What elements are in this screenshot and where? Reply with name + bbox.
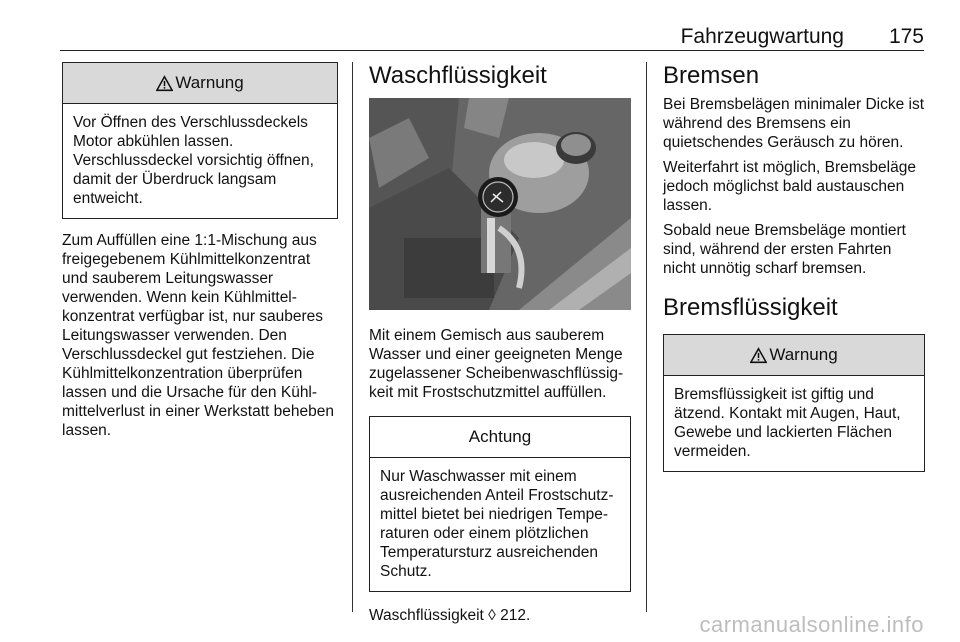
washer-reservoir-photo [369, 98, 631, 310]
page-number: 175 [888, 25, 924, 48]
coolant-instructions: Zum Auffüllen eine 1:1-Mischung aus freigegebenem Kühlmittelkonzentrat und sauberem Leitungswasser verwenden. Wenn kein Kühlmittelkonzentrat verfügbar ist, nur sauberes Leitungswasser verwenden. Den Verschlussdeckel gut festziehen. Die Kühlmittelkonzentration überprüfen lassen und die Ursache für den Kühlmittelverlust in einer Werkstatt beheben lassen. [62, 232, 334, 439]
warning-text: Vor Öffnen des Verschlussdeckels Motor abkühlen lassen. Verschlussdeckel vorsichtig öffnen, damit der Überdruck langsam entweicht. [73, 114, 314, 207]
brake-fluid-warning-text: Bremsflüssigkeit ist giftig und ätzend. Kontakt mit Augen, Haut, Gewebe und lackierten Flächen vermeiden. [674, 386, 901, 460]
washer-fluid-heading: Waschflüssigkeit [369, 62, 547, 89]
warning-triangle-icon [750, 347, 767, 364]
brake-fluid-warning-box [663, 334, 925, 472]
page-header [60, 22, 924, 52]
column-2 [369, 62, 631, 625]
notice-title: Achtung [468, 427, 532, 446]
notice-header [370, 417, 630, 458]
washer-fluid-text: Mit einem Gemisch aus sauberem Wasser und einer geeigneten Menge zugelassener Scheibenwaschflüssigkeit mit Frostschutzmittel auffüllen. [369, 327, 624, 401]
notice-box [369, 416, 631, 592]
watermark: carmanualsonline.info [699, 612, 924, 637]
notice-text: Nur Waschwasser mit einem ausreichenden Anteil Frostschutzmittel bietet bei niedrigen Temperaturen oder einem plötzlichen Temperatursturz ausreichenden Schutz. [380, 468, 614, 580]
column-1 [62, 62, 338, 440]
brake-fluid-warning-header [664, 335, 924, 376]
section-title: Fahrzeugwartung [680, 25, 844, 48]
column-divider [646, 62, 647, 612]
washer-fluid-reference-link[interactable]: Waschflüssigkeit ◊ 212. [369, 607, 531, 624]
warning-box [62, 62, 338, 219]
column-3 [663, 62, 925, 472]
brakes-heading: Bremsen [663, 62, 760, 89]
warning-triangle-icon [156, 75, 173, 92]
brakes-paragraph-3: Sobald neue Bremsbeläge montiert sind, während der ersten Fahrten nicht unnötig scharf bremsen. [663, 222, 906, 277]
column-divider [352, 62, 353, 612]
brakes-paragraph-1: Bei Bremsbelägen minimaler Dicke ist während des Bremsens ein quietschendes Geräusch zu hören. [663, 96, 925, 151]
brake-fluid-heading: Bremsflüssigkeit [663, 294, 838, 321]
brakes-paragraph-2: Weiterfahrt ist möglich, Bremsbeläge jedoch möglichst bald austauschen lassen. [663, 159, 916, 214]
warning-header [63, 63, 337, 104]
header-rule [60, 50, 924, 51]
brake-fluid-warning-title: Warnung [769, 345, 838, 364]
warning-title: Warnung [175, 73, 244, 92]
